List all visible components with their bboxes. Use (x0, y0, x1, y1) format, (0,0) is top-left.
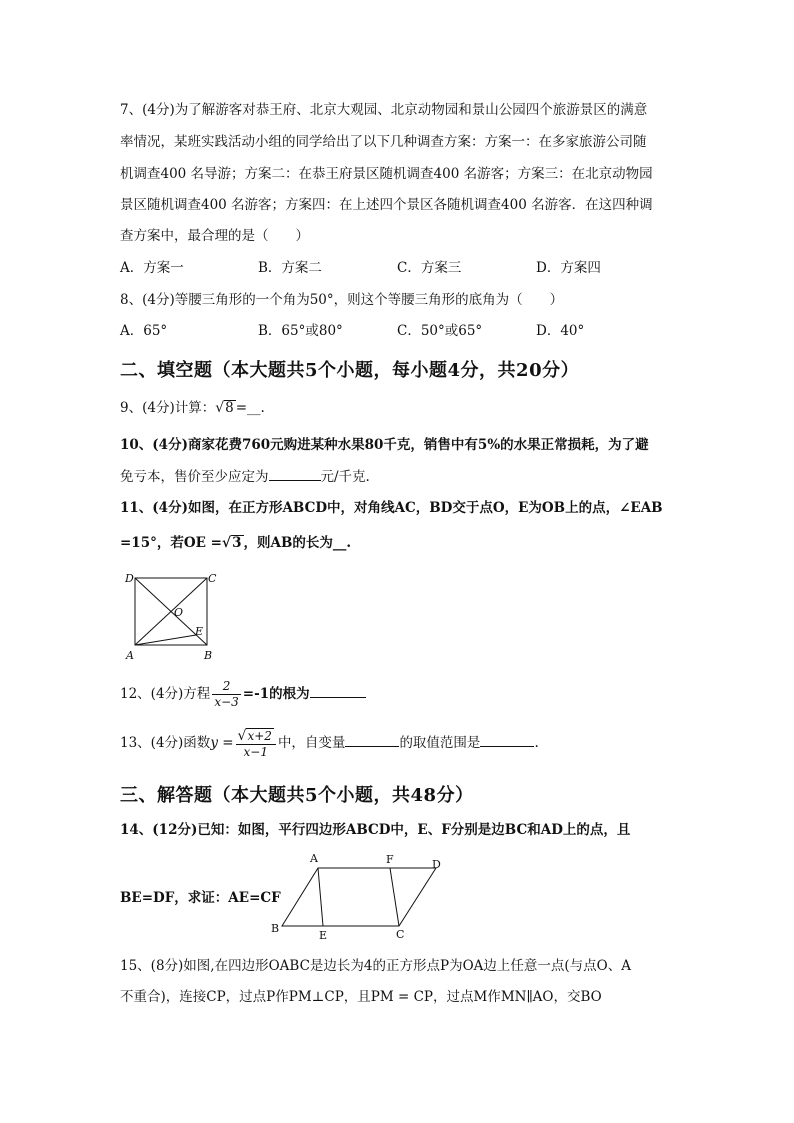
label-e: E (195, 625, 204, 638)
q11-line-2 (120, 534, 351, 552)
q12-suffix: =-1的根为 (242, 686, 310, 702)
q7-option-a: A．方案一 (120, 260, 184, 276)
label-f: F (386, 853, 394, 866)
sqrt-sign-icon: √ (215, 400, 225, 416)
q10-line-2 (120, 467, 370, 486)
label-o: O (174, 606, 184, 619)
q13-numerator (236, 728, 276, 745)
q8-option-c: C．50°或65° (397, 323, 483, 339)
q11-line-2a: =15°，若OE = (120, 535, 222, 551)
label-e: E (319, 929, 328, 942)
label-d: D (125, 572, 134, 585)
q10-line-1: 10、(4分)商家花费760元购进某种水果80千克，销售中有5%的水果正常损耗，为了避 (120, 437, 649, 453)
q12-numerator: 2 (212, 679, 240, 695)
section-fill-in-title: 二、填空题（本大题共5个小题，每小题4分，共20分） (120, 360, 580, 381)
q13-mid2: 的取值范围是 (399, 735, 481, 751)
q7-option-d: D．方案四 (536, 260, 601, 276)
q10-line-2a: 免亏本，售价至少应定为 (120, 469, 269, 485)
label-a: A (126, 649, 134, 662)
q8-option-d: D．40° (536, 323, 585, 339)
q13-range-blank (480, 733, 534, 747)
sqrt-sign-icon: √ (237, 727, 247, 744)
q9-prefix: 9、(4分)计算： (120, 400, 216, 416)
label-b: B (204, 649, 213, 662)
q12-denominator: x−3 (214, 695, 239, 709)
q9-line (120, 399, 265, 417)
q12-line (120, 679, 366, 710)
q13-radicand: x+2 (247, 728, 272, 743)
sqrt-sign-icon: √ (221, 535, 232, 551)
q10-line-2b: 元/千克. (320, 469, 370, 485)
label-b: B (271, 922, 280, 935)
q7-option-b: B．方案二 (258, 260, 322, 276)
q13-prefix: 13、(4分)函数 (120, 735, 211, 751)
q13-line (120, 726, 539, 760)
q7-option-c: C．方案三 (397, 260, 462, 276)
q13-fraction (236, 728, 276, 760)
q13-variable-blank (345, 733, 399, 747)
q7-line-1: 7、(4分)为了解游客对恭王府、北京大观园、北京动物园和景山公园四个旅游景区的满意 (120, 102, 648, 118)
q9-suffix: =__. (235, 400, 265, 416)
q14-line-2: BE=DF，求证：AE=CF (120, 890, 281, 906)
segment-cf (390, 868, 399, 926)
q11-square-figure (124, 570, 220, 662)
q7-line-3: 机调查400 名导游；方案二：在恭王府景区随机调查400 名游客；方案三：在北京动物园 (120, 166, 653, 182)
q13-denominator: x−1 (243, 744, 268, 759)
q8-option-a: A．65° (120, 323, 168, 339)
q13-mid: 中，自变量 (277, 735, 346, 751)
q13-y: y = (210, 735, 234, 751)
q11-line-2b: ，则AB的长为__. (243, 535, 352, 551)
q13-end: . (534, 735, 539, 751)
q7-line-5: 查方案中，最合理的是（ ） (120, 228, 309, 244)
q7-line-2: 率情况，某班实践活动小组的同学给出了以下几种调查方案：方案一：在多家旅游公司随 (120, 134, 647, 150)
parallelogram-outline (282, 868, 436, 926)
segment-ae (318, 868, 323, 926)
q12-answer-blank (310, 684, 366, 698)
q10-answer-blank (269, 467, 321, 481)
q11-radicand: 3 (232, 535, 242, 551)
label-d: D (432, 858, 441, 871)
q15-line-1: 15、(8分)如图,在四边形OABC是边长为4的正方形点P为OA边上任意一点(与点O、A (120, 958, 631, 974)
label-a: A (310, 852, 318, 865)
q12-prefix: 12、(4分)方程 (120, 686, 211, 702)
label-c: C (208, 572, 217, 585)
q8-option-b: B．65°或80° (258, 323, 343, 339)
q12-fraction (212, 679, 240, 710)
q11-line-1: 11、(4分)如图，在正方形ABCD中，对角线AC，BD交于点O，E为OB上的点，∠EAB (120, 500, 663, 516)
label-c: C (396, 928, 405, 941)
q14-line-1: 14、(12分)已知：如图，平行四边形ABCD中，E、F分别是边BC和AD上的点，且 (120, 822, 631, 838)
section-solve-title: 三、解答题（本大题共5个小题，共48分） (120, 785, 474, 806)
q14-parallelogram-figure (268, 848, 450, 944)
q9-radicand: 8 (225, 400, 234, 416)
q15-line-2: 不重合)，连接CP，过点P作PM⊥CP，且PM = CP，过点M作MN∥AO，交BO (120, 989, 602, 1005)
q7-line-4: 景区随机调查400 名游客；方案四：在上述四个景区各随机调查400 名游客．在这四种调 (120, 197, 653, 213)
q8-line-1: 8、(4分)等腰三角形的一个角为50°，则这个等腰三角形的底角为（ ） (120, 292, 564, 308)
